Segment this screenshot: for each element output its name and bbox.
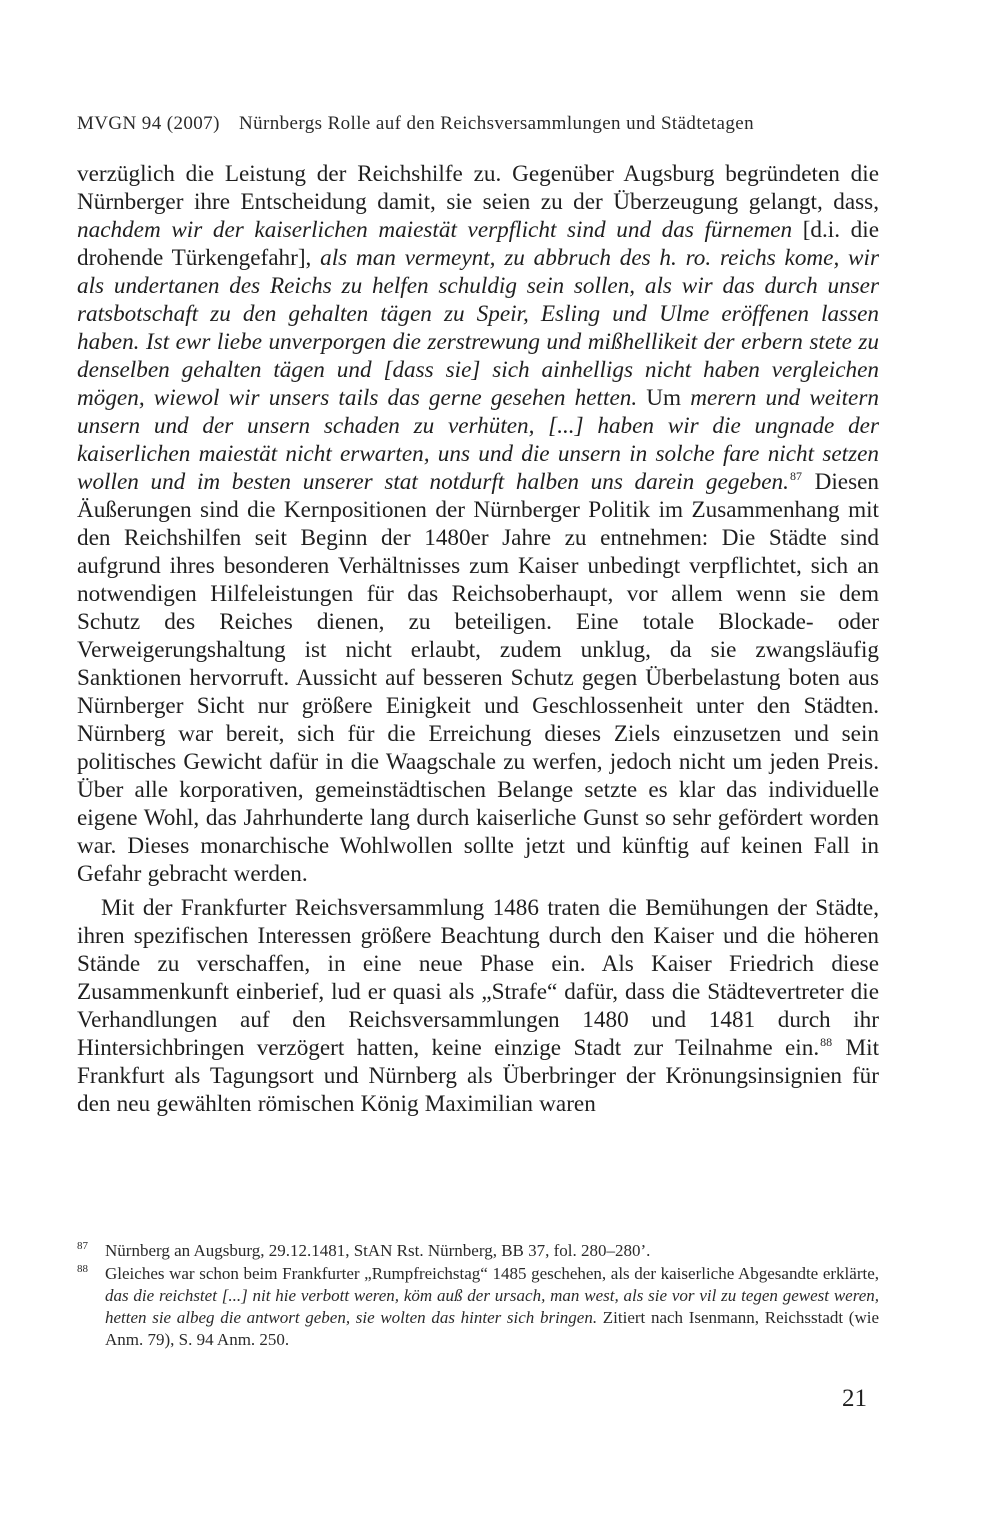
footnote-number: 88: [77, 1263, 88, 1275]
footnote-text: Nürnberg an Augsburg, 29.12.1481, StAN Rst. Nürnberg, BB 37, fol. 280–280’.: [105, 1241, 651, 1260]
running-header: [77, 113, 927, 135]
footnote-88: [77, 1263, 879, 1351]
page-number: 21: [842, 1385, 867, 1412]
footnote-ref-87[interactable]: 87: [789, 469, 802, 484]
text-run: Mit der Frankfurter Reichsversammlung 1486 traten die Bemühungen der Städte, ihren spezifischen Interessen größere Beachtung durch den Kaiser und die höheren Stände zu verschaffen, in eine neue Phase ein. Als Kaiser Friedrich diese Zusammenkunft einberief, lud er quasi als „Strafe“ dafür, dass die Städtevertreter die Verhandlungen auf den Reichsversammlungen 1480 und 1481 durch ihr Hintersichbringen verzögert hatten, keine einzige Stadt zur Teilnahme ein.: [77, 895, 879, 1061]
footnotes: [77, 1240, 879, 1352]
footnote-quotation: das die reichstet [...] nit hie verbott weren, köm auß der ursach, man west, als sie vor vil zu tegen gewest weren, hetten sie albeg die antwort geben, sie wolten das hinter sich bringen.: [105, 1286, 879, 1327]
footnote-ref-88[interactable]: 88: [820, 1035, 833, 1050]
body-text: [77, 160, 879, 1118]
footnote-text: Gleiches war schon beim Frankfurter „Rumpfreichstag“ 1485 geschehen, als der kaiserliche Abgesandte erklärte,: [105, 1264, 879, 1283]
text-run: Um: [637, 385, 691, 411]
footnote-87: [77, 1240, 879, 1262]
paragraph-2: [77, 894, 879, 1118]
quotation: als man vermeynt, zu abbruch des h. ro. reichs kome, wir als undertanen des Reichs zu helfen schuldig sein sollen, als wir das durch unser ratsbotschaft zu den gehalten tägen zu Speir, Esling und Ulme eröffenen lassen haben. Ist ewr liebe unverporgen die zerstrewung und mißhellikeit der erbern stete zu denselben gehalten tägen und [dass sie] sich ainhelligs nicht haben vergleichen mögen, wiewol wir unsers tails das gerne gesehen hetten.: [77, 245, 879, 411]
text-run: Mit Frankfurt als Tagungsort und Nürnberg als Überbringer der Krönungsinsignien für den neu gewählten römischen König Maximilian waren: [77, 1035, 880, 1117]
paragraph-1: [77, 160, 879, 888]
article-title: Nürnbergs Rolle auf den Reichsversammlungen und Städtetagen: [238, 113, 754, 134]
text-run: [d.i. die drohende Türkengefahr],: [77, 217, 879, 271]
quotation: merern und weitern unsern und der unsern schaden zu verhüten, [...] haben wir die ungnade der kaiserlichen maiestät nicht erwarten, uns und die unsern in solche fare nicht setzen wollen und im besten unserer stat notdurft halben uns darein gegeben.: [77, 385, 879, 495]
quotation: nachdem wir der kaiserlichen maiestät verpflicht sind und das fürnemen: [77, 217, 793, 243]
footnote-number: 87: [77, 1240, 88, 1252]
journal-citation: MVGN 94 (2007): [77, 113, 220, 134]
footnote-text: Zitiert nach Isenmann, Reichsstadt (wie Anm. 79), S. 94 Anm. 250.: [105, 1308, 879, 1349]
text-run: Diesen Äußerungen sind die Kernpositionen der Nürnberger Politik im Zusammenhang mit den Reichshilfen seit Beginn der 1480er Jahre zu entnehmen: Die Städte sind aufgrund ihres besonderen Verhältnisses zum Kaiser unbedingt verpflichtet, sich an notwendigen Hilfeleistungen für das Reichsoberhaupt, vor allem wenn sie dem Schutz des Reiches dienen, zu beteiligen. Eine totale Blockade- oder Verweigerungshaltung ist nicht erlaubt, zudem unklug, da sie zwangsläufig Sanktionen hervorruft. Aussicht auf besseren Schutz gegen Überbelastung boten aus Nürnberger Sicht nur größere Einigkeit und Geschlossenheit unter den Städten. Nürnberg war bereit, sich für die Erreichung dieses Ziels einzusetzen und sein politisches Gewicht dafür in die Waagschale zu werfen, jedoch nicht um jeden Preis. Über alle korporativen, gemeinstädtischen Belange setzte es klar das individuelle eigene Wohl, das Jahrhunderte lang durch kaiserliche Gunst so sehr gefördert worden war. Dieses monarchische Wohlwollen sollte jetzt und künftig auf keinen Fall in Gefahr gebracht werden.: [77, 469, 879, 887]
text-run: verzüglich die Leistung der Reichshilfe zu. Gegenüber Augsburg begründeten die Nürnberger ihre Entscheidung damit, sie seien zu der Überzeugung gelangt, dass,: [77, 161, 879, 215]
